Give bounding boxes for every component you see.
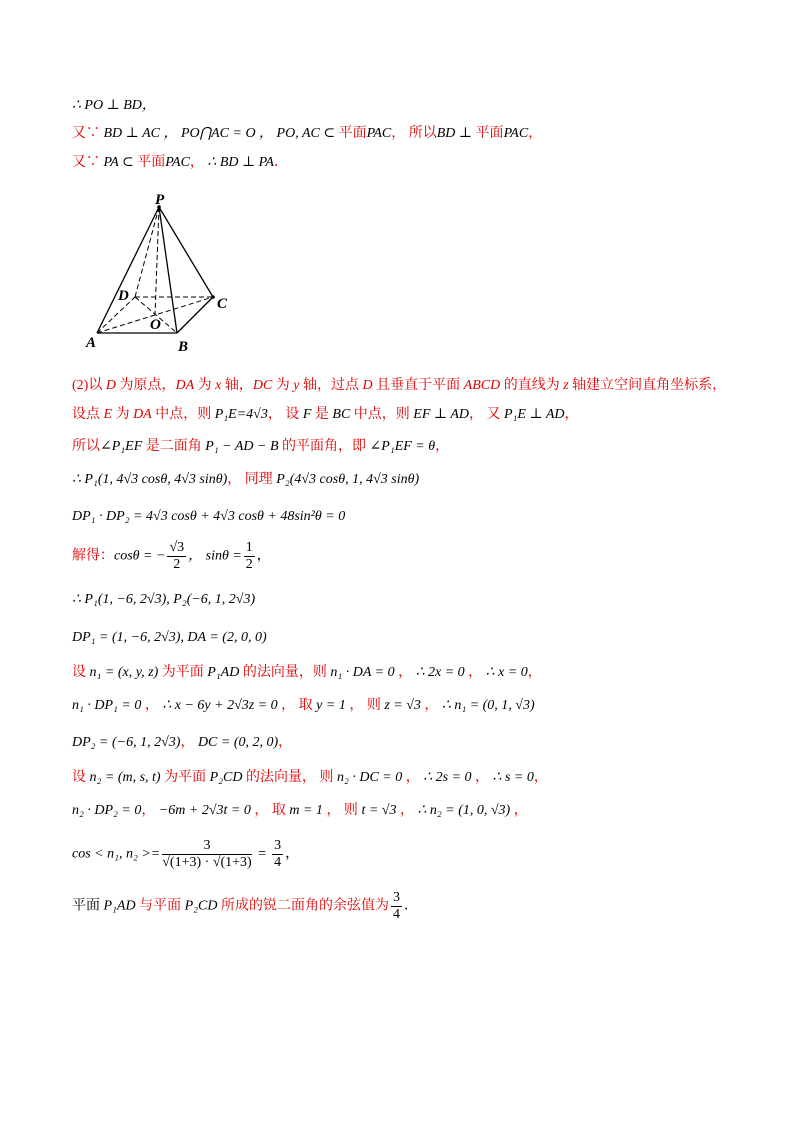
math-segment: PAC [165,155,190,170]
math-segment: n₁ · DA = 0 [330,665,395,680]
proof-line-1: ∴ PO ⊥ BD， [72,98,156,113]
math-segment: z [563,378,569,393]
text-segment: 中点，则 [350,407,414,422]
fraction [162,838,251,871]
math-segment: ∴ s = 0 [492,770,534,785]
text-segment: ， [420,698,442,713]
text-segment: 平面 [133,155,166,170]
text-segment: ， 则 [345,698,385,713]
math-segment: P₁E=4√3 [214,407,268,422]
text-segment: 为 [272,378,294,393]
edge-PA [97,207,159,333]
label-D: D [118,288,129,304]
text-segment: ， [180,735,198,750]
text-segment: ， 取 [277,698,317,713]
part2-line-8 [72,628,267,648]
part2-line-12 [72,768,548,788]
math-segment: D [362,378,373,393]
text-segment: ， 所以 [391,126,437,141]
math-segment: n₂ · DC = 0 [336,770,403,785]
part2-line-7 [72,590,255,610]
math-segment: EF ⊥ AD [413,407,469,422]
part2-line-6 [72,540,271,573]
math-segment: DC [252,378,273,393]
math-segment: PAC [503,126,529,141]
math-segment: E [103,407,113,422]
text-segment: ， 取 [250,803,290,818]
fraction [272,838,283,871]
text-segment: 中点，则 [151,407,215,422]
fraction [167,540,186,573]
fraction-numerator: 3 [274,838,282,853]
fraction [391,890,402,923]
proof-line-2 [72,124,542,144]
math-segment: n₁ = (x, y, z) [89,665,159,680]
text-segment: ， [564,407,579,422]
text-segment: ． [273,155,288,170]
pyramid-figure [80,190,250,355]
proof-line-3 [72,153,288,173]
math-segment: DA [175,378,195,393]
text-segment: 轴，过点 [299,378,363,393]
math-segment: BD ⊥ [436,126,473,141]
text-segment: 平面 [472,126,504,141]
text-segment: ， [471,770,493,785]
math-segment: ∴ P₁(1, −6, 2√3), P₂(−6, 1, 2√3) [72,592,256,607]
math-segment: cosθ = − [114,548,166,564]
text-segment: 的法向量， 则 [242,770,337,785]
math-segment: m = 1 [289,803,323,818]
text-segment: ， [285,846,300,862]
text-segment: (2)以 [72,378,106,393]
fraction-denominator: 2 [245,557,253,572]
math-segment: P₁E ⊥ AD [503,407,565,422]
edge-PB [159,207,177,333]
text-segment: 设 [72,770,90,785]
text-segment: 所成的锐二面角的余弦值为 [217,898,389,914]
edge-PO [155,207,159,315]
math-segment: ∴ 2s = 0 [423,770,472,785]
math-segment: PAC [366,126,392,141]
part2-line-15 [72,890,418,923]
label-B: B [178,339,189,355]
math-segment: ， sinθ = [188,548,242,564]
edge-PC [159,207,213,297]
fraction [244,540,255,573]
text-segment: 轴， [221,378,253,393]
math-segment: n₁ · DP₁ = 0 [72,698,142,713]
text-segment: ， [141,698,163,713]
text-segment: ， 同理 [227,472,277,487]
text-segment: 又∵ [72,155,104,170]
part2-line-4 [72,470,419,490]
part2-line-14 [72,838,299,871]
math-segment: ∠P₁EF = θ [369,439,436,454]
part2-line-11 [72,733,292,753]
text-segment: 的直线为 [500,378,564,393]
math-segment: P₂CD [184,898,218,914]
text-segment: 与平面 [135,898,185,914]
text-segment: ， [189,155,208,170]
fraction-denominator: √(1+3) · √(1+3) [162,855,252,870]
part2-line-13 [72,801,528,821]
vertex-C [211,295,215,299]
fraction-denominator: 4 [274,855,282,870]
text-segment: 平面 [335,126,367,141]
math-segment: P₁ − AD − B [205,439,279,454]
fraction-numerator: 1 [245,540,253,555]
text-segment: 轴建立空间直角坐标系， [568,378,727,393]
fraction-numerator: √3 [169,540,185,555]
math-segment: cos < n₁, n₂ >= [72,846,161,862]
math-segment: P₂(4√3 cosθ, 1, 4√3 sinθ) [276,472,420,487]
math-segment: ∴ BD ⊥ PA [207,155,274,170]
text-segment: 是 [311,407,333,422]
math-segment: D [105,378,116,393]
text-segment: 设 [72,665,90,680]
text-segment: 的法向量，则 [239,665,331,680]
math-segment: x [215,378,222,393]
math-segment: P₂CD [209,770,243,785]
text-segment: 为平面 [158,665,208,680]
math-segment: ∴ 2x = 0 [415,665,465,680]
fraction-numerator: 3 [392,890,400,905]
text-segment: ， [402,770,424,785]
math-segment: n₂ · DP₂ = 0 [72,803,142,818]
part2-line-10 [72,696,535,716]
math-segment: ∴ n₂ = (1, 0, √3) [417,803,511,818]
text-segment: ， [528,126,543,141]
text-segment: ， [394,665,416,680]
text-segment: ， 则 [322,803,362,818]
math-segment: ∴ P₁(1, 4√3 cosθ, 4√3 sinθ) [72,472,228,487]
text-segment: ， 又 [468,407,504,422]
math-segment: t = √3 [361,803,397,818]
text-segment: ， [256,548,271,564]
text-segment: ， [141,803,159,818]
text-segment: ． [403,898,418,914]
text-segment: 的平面角，即 [278,439,370,454]
text-segment: ， [533,770,548,785]
label-C: C [217,296,228,312]
text-segment: 且垂直于平面 [372,378,464,393]
text-segment: 为 [194,378,216,393]
fraction-denominator: 2 [173,557,181,572]
math-segment: BC [332,407,351,422]
part2-line-3 [72,437,449,457]
math-segment: n₂ = (m, s, t) [89,770,161,785]
text-segment: 是二面角 [142,439,206,454]
text-segment: ， [527,665,542,680]
math-segment: DA [133,407,152,422]
math-segment: DP₁ = (1, −6, 2√3), DA = (2, 0, 0) [72,630,267,645]
text-segment: 又∵ [72,126,104,141]
text-segment: 为原点， [115,378,176,393]
label-A: A [86,335,97,351]
label-P: P [155,192,165,208]
math-segment: ∴ x = 0 [485,665,528,680]
edge-PD [135,207,159,297]
math-segment: P₁AD [103,898,136,914]
text-segment: ， 设 [267,407,303,422]
math-segment: F [302,407,312,422]
math-segment: DP₂ = (−6, 1, 2√3) [72,735,181,750]
math-segment: z = √3 [384,698,421,713]
text-segment: ， [396,803,418,818]
part2-line-2 [72,405,579,425]
text-segment: 所以 [72,439,100,454]
label-O: O [150,317,161,333]
text-segment: 为平面 [160,770,210,785]
math-segment: y [293,378,300,393]
math-segment: y = 1 [316,698,346,713]
math-segment: DC = (0, 2, 0) [197,735,279,750]
math-segment: −6m + 2√3t = 0 [158,803,251,818]
math-segment: ∠P₁EF [100,439,143,454]
text-segment: 为 [112,407,134,422]
text-segment: ， [435,439,450,454]
part2-line-1 [72,376,726,396]
text-segment: ， [510,803,528,818]
math-segment: P₁AD [207,665,240,680]
fraction-numerator: 3 [162,838,251,855]
edge-BC [177,297,213,333]
math-segment: DP₁ · DP₂ = 4√3 cosθ + 4√3 cosθ + 48sin²θ = 0 [72,509,346,524]
math-segment: PA ⊂ [103,155,134,170]
text-segment: ， [278,735,293,750]
math-segment: BD ⊥ AC ， PO⋂AC = O ， PO, AC ⊂ [103,126,336,141]
part2-line-9 [72,663,542,683]
math-segment: ∴ x − 6y + 2√3z = 0 [162,698,278,713]
math-segment: = [253,846,271,862]
text-segment: ， [464,665,486,680]
text-segment: 解得： [72,548,114,564]
math-segment: ∴ n₁ = (0, 1, √3) [441,698,535,713]
fraction-denominator: 4 [392,907,400,922]
text-segment: 平面 [72,898,104,914]
math-segment: ABCD [463,378,501,393]
text-segment: 设点 [72,407,104,422]
part2-line-5 [72,507,345,527]
